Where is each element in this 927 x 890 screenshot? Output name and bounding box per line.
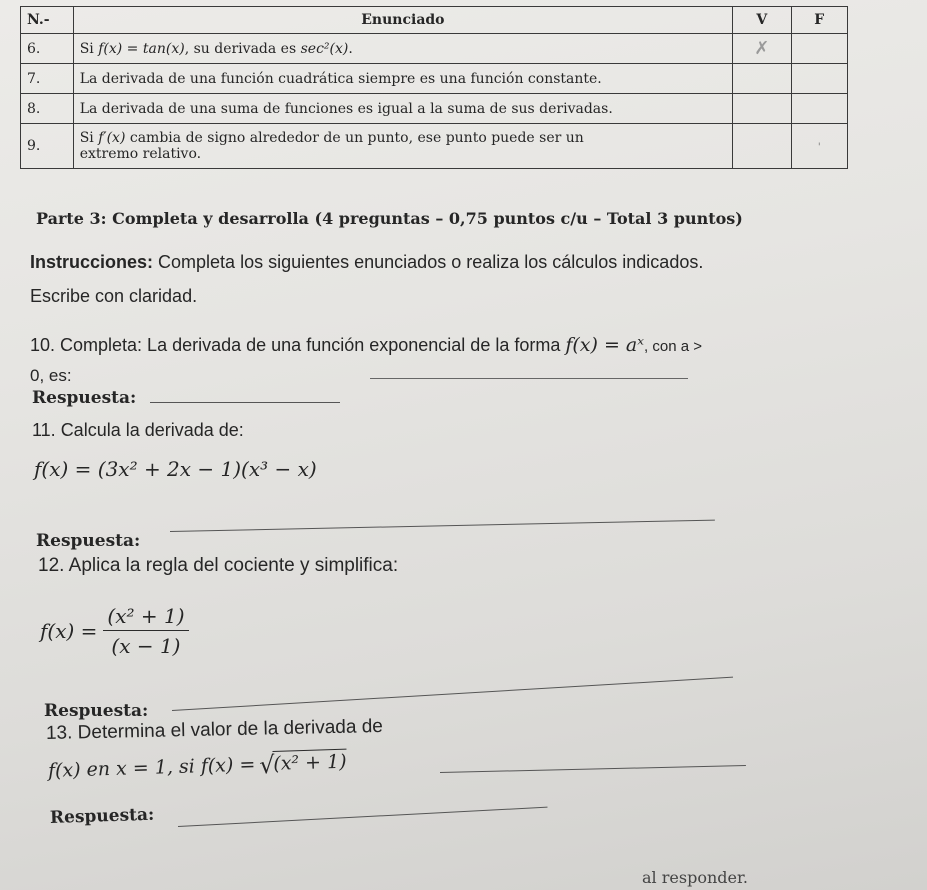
header-false: F (791, 7, 847, 34)
statement-math: f′(x) (98, 130, 126, 146)
true-answer-cell[interactable] (733, 34, 791, 64)
statement-text-line2: extremo relativo. (79, 146, 202, 162)
part3-title: Parte 3: Completa y desarrolla (4 preguntas – 0,75 puntos c/u – Total 3 puntos) (36, 209, 743, 228)
fraction-denominator: (x − 1) (111, 634, 181, 658)
false-answer-cell[interactable] (791, 124, 847, 169)
statement-text: Si (79, 130, 99, 146)
true-false-table (20, 6, 848, 169)
header-number: N.- (21, 7, 74, 34)
table-row (21, 64, 848, 94)
fraction-numerator: (x² + 1) (103, 604, 188, 631)
false-answer-cell[interactable] (791, 94, 847, 124)
question-10-math: f(x) = aˣ (565, 334, 645, 356)
true-answer-cell[interactable] (733, 94, 791, 124)
instructions (30, 252, 703, 273)
question-10-text: 10. Completa: La derivada de una función exponencial de la forma (30, 335, 566, 355)
instructions-label: Instrucciones: (30, 252, 154, 272)
radicand: (x² + 1) (272, 750, 347, 775)
statement-text: . (348, 40, 353, 57)
question-13-text: 13. Determina el valor de la derivada de (45, 715, 384, 744)
question-10 (30, 334, 702, 356)
handwritten-x-mark: ✗ (754, 38, 770, 59)
statement-text: cambia de signo alrededor de un punto, ese punto puede ser un (125, 130, 584, 146)
table-row (21, 94, 848, 124)
answer-line[interactable] (178, 807, 548, 827)
row-statement: La derivada de una función cuadrática siempre es una función constante. (73, 64, 732, 94)
row-number: 6. (21, 34, 74, 64)
square-root (261, 751, 347, 776)
table-row (21, 34, 848, 64)
question-11-answer-label: Respuesta: (36, 531, 141, 551)
statement-math: f(x) = tan(x) (98, 40, 185, 57)
question-11-function: f(x) = (3x² + 2x − 1)(x³ − x) (34, 457, 317, 481)
question-13-math-text: f(x) en x = 1, si f(x) = (47, 753, 262, 782)
row-statement (73, 34, 732, 64)
question-13-answer-label: Respuesta: (49, 804, 155, 828)
false-answer-cell[interactable] (791, 64, 847, 94)
statement-math: sec²(x) (300, 40, 349, 57)
answer-line[interactable] (440, 765, 746, 773)
table-header-row (21, 7, 848, 34)
instructions-text: Completa los siguientes enunciados o realiza los cálculos indicados. (153, 252, 704, 272)
false-answer-cell[interactable] (791, 34, 847, 64)
row-statement: La derivada de una suma de funciones es igual a la suma de sus derivadas. (73, 94, 732, 124)
question-10-tail: , con a > (644, 338, 702, 355)
question-10-answer-label: Respuesta: (32, 388, 137, 408)
row-number: 7. (21, 64, 74, 94)
header-statement: Enunciado (73, 7, 732, 34)
question-12-text: 12. Aplica la regla del cociente y simplifica: (38, 555, 399, 576)
quotient-fraction (103, 604, 188, 658)
question-11-text: 11. Calcula la derivada de: (32, 420, 244, 440)
answer-line[interactable] (170, 520, 715, 532)
pen-mark: ' (817, 142, 821, 153)
footer-text: al responder. (642, 868, 748, 887)
row-number: 8. (21, 94, 74, 124)
answer-line[interactable] (370, 378, 688, 379)
question-13-math (48, 751, 347, 782)
question-12-lhs: f(x) = (40, 619, 98, 643)
row-statement (73, 124, 732, 169)
instructions-line2: Escribe con claridad. (30, 286, 198, 306)
answer-line[interactable] (172, 677, 733, 711)
question-10-line2: 0, es: (30, 366, 72, 385)
question-12-answer-label: Respuesta: (44, 701, 149, 721)
row-number: 9. (21, 124, 74, 169)
statement-text: Si (79, 40, 99, 57)
true-answer-cell[interactable] (733, 64, 791, 94)
header-true: V (733, 7, 791, 34)
statement-text: , su derivada es (184, 40, 301, 57)
table-row (21, 124, 848, 169)
question-12-function (40, 604, 189, 658)
true-answer-cell[interactable] (733, 124, 791, 169)
answer-line[interactable] (150, 402, 340, 403)
